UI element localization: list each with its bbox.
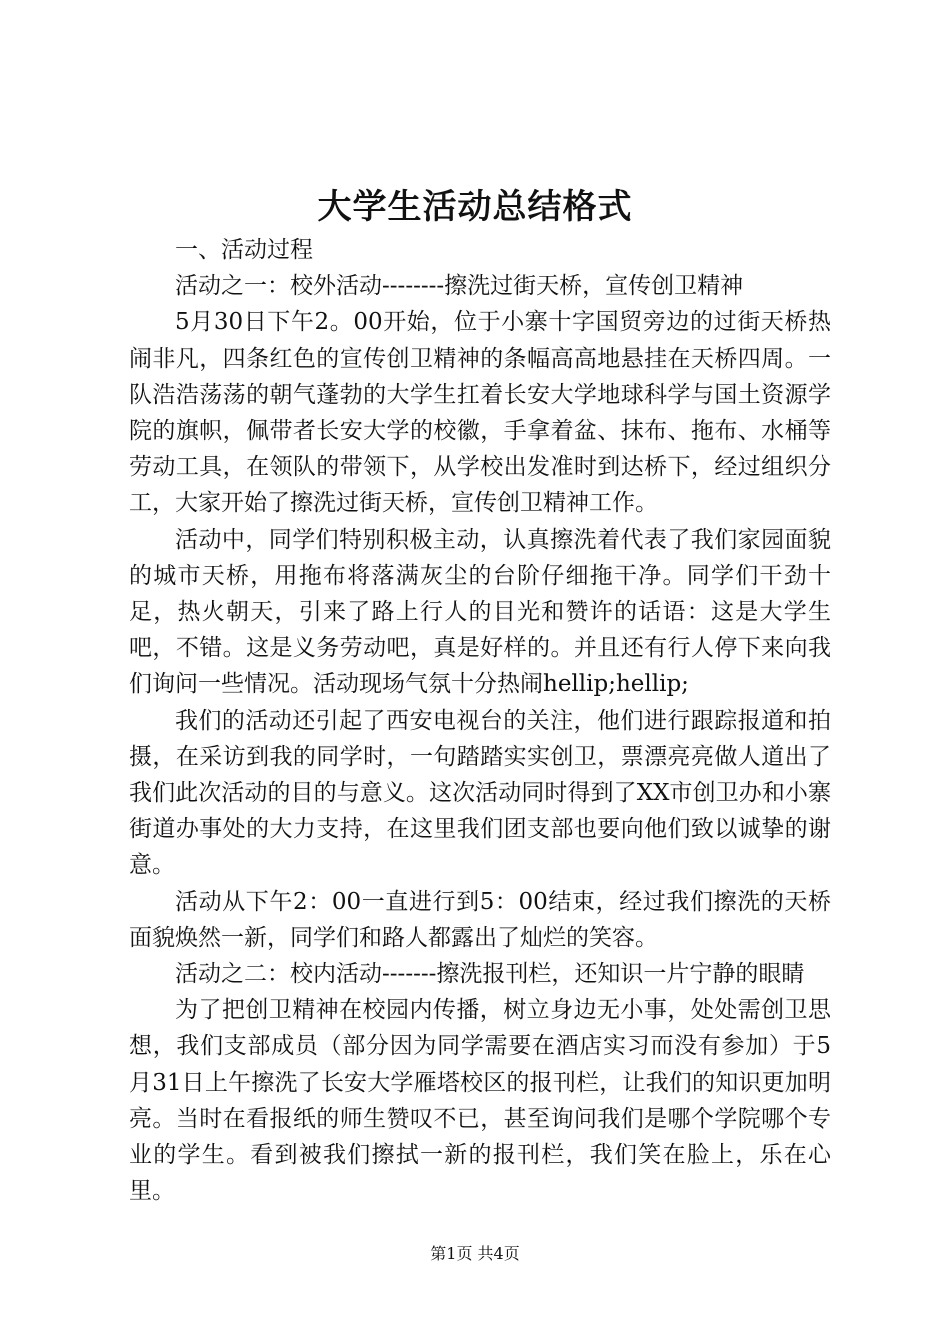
body-paragraph: 5月30日下午2。00开始，位于小寨十字国贸旁边的过街天桥热闹非凡，四条红色的宣传创卫精神的条幅高高地悬挂在天桥四周。一队浩浩荡荡的朝气蓬勃的大学生扛着长安大学地球科学与国土资源学院的旗帜，佩带者长安大学的校徽，手拿着盆、抹布、拖布、水桶等劳动工具，在领队的带领下，从学校出发准时到达桥下，经过组织分工，大家开始了擦洗过街天桥，宣传创卫精神工作。 <box>129 309 831 517</box>
page-number-footer: 第1页 共4页 <box>430 1244 520 1263</box>
activity-one-heading: 活动之一：校外活动--------擦洗过街天桥，宣传创卫精神 <box>175 273 744 300</box>
body-paragraph: 活动中，同学们特别积极主动，认真擦洗着代表了我们家园面貌的城市天桥，用拖布将落满灰尘的台阶仔细拖干净。同学们干劲十足，热火朝天，引来了路上行人的目光和赞许的话语：这是大学生吧，不错。这是义务劳动吧，真是好样的。并且还有行人停下来向我们询问一些情况。活动现场气氛十分热闹hellip;hellip; <box>129 526 831 698</box>
section-heading: 一、活动过程 <box>175 237 313 263</box>
document-title: 大学生活动总结格式 <box>317 187 633 227</box>
body-paragraph: 为了把创卫精神在校园内传播，树立身边无小事，处处需创卫思想，我们支部成员（部分因为同学需要在酒店实习而没有参加）于5月31日上午擦洗了长安大学雁塔校区的报刊栏，让我们的知识更加明亮。当时在看报纸的师生赞叹不已，甚至询问我们是哪个学院哪个专业的学生。看到被我们擦拭一新的报刊栏，我们笑在脸上，乐在心里。 <box>129 997 831 1205</box>
document-body <box>129 232 831 1209</box>
activity-two-heading: 活动之二：校内活动-------擦洗报刊栏，还知识一片宁静的眼睛 <box>175 961 805 988</box>
body-paragraph: 活动从下午2：00一直进行到5：00结束，经过我们擦洗的天桥面貌焕然一新，同学们和路人都露出了灿烂的笑容。 <box>129 888 831 951</box>
body-paragraph: 我们的活动还引起了西安电视台的关注，他们进行跟踪报道和拍摄，在采访到我的同学时，一句踏踏实实创卫，票漂亮亮做人道出了我们此次活动的目的与意义。这次活动同时得到了XX市创卫办和小寨街道办事处的大力支持，在这里我们团支部也要向他们致以诚挚的谢意。 <box>129 707 831 879</box>
